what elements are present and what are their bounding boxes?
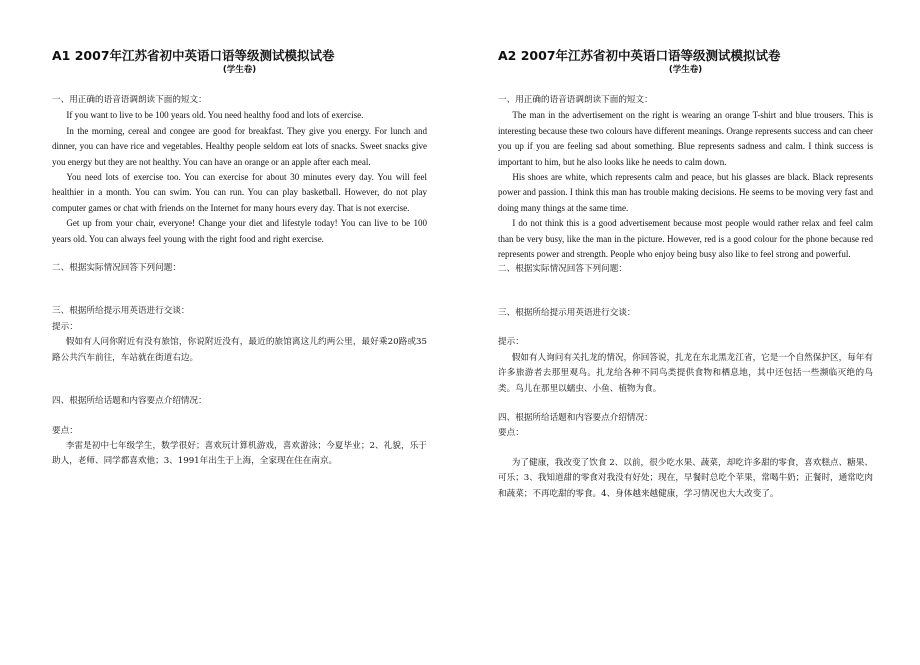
section-4-heading: 四、根据所给话题和内容要点介绍情况： [498,412,653,423]
paper-a2 [498,48,873,502]
section-3-hint-label: 提示： [52,321,78,332]
section-1-heading: 一、用正确的语音语调朗读下面的短文： [498,95,653,105]
section-3-hint: 假如有人问你附近有没有旅馆，你说附近没有，最近的旅馆离这儿约两公里，最好乘20路或35路公共汽车前往，车站就在街道右边。 [52,337,427,363]
reading-paragraph: The man in the advertisement on the right is wearing an orange T-shirt and blue trousers. This is interesting because these two colours have different meanings. Orange represents success and can cheer you up if you are feeling sad about something. Blue represents sadness and calm. I think success is important to him, but he also looks like he needs to calm down. [498,110,873,167]
section-3-hint-label: 提示： [498,337,524,348]
section-4-points-label: 要点： [52,425,78,436]
section-4-points: 李雷是初中七年级学生，数学很好；喜欢玩计算机游戏，喜欢游泳；今夏毕业；2、礼貌，乐于助人，老师、同学都喜欢他；3、1991年出生于上海，全家现在住在南京。 [52,440,427,467]
reading-paragraph: In the morning, cereal and congee are good for breakfast. They give you energy. For lunch and dinner, you can have rice and vegetables. Healthy people seldom eat lots of snacks. Sweet snacks give you energy but they are not healthy. You can have an orange or an apple after each meal. [52,125,427,167]
reading-paragraph: If you want to live to be 100 years old. You need healthy food and lots of exercise. [66,110,364,121]
page-subtitle: (学生卷) [222,65,257,75]
section-3-heading: 三、根据所给提示用英语进行交谈： [498,307,636,318]
section-4-points: 为了健康，我改变了饮食 2、以前，很少吃水果、蔬菜，却吃许多甜的零食，喜欢糕点、糖果、可乐；3、我知道甜的零食对我没有好处；现在，早餐时总吃个苹果，常喝牛奶；正餐时，通常吃肉和蔬菜；不再吃甜的零食。4、身体越来越健康，学习情况也大大改变了。 [498,457,874,499]
reading-paragraph: I do not think this is a good advertisement because most people would rather relax and feel calm than be very busy, like the man in the picture. However, red is a good colour for the phone because red represents power and strength. People who enjoy being busy also like to feel strong and powerful. [498,218,873,260]
paper-a1 [52,48,427,470]
section-2-heading: 二、根据实际情况回答下列问题： [52,263,181,274]
section-1-heading: 一、用正确的语音语调朗读下面的短文： [52,95,207,105]
section-3-hint: 假如有人询问有关扎龙的情况，你回答说，扎龙在东北黑龙江省，它是一个自然保护区，每年有许多旅游者去那里观鸟。扎龙给各种不同鸟类提供食物和栖息地，其中还包括一些濒临灭绝的鸟类。鸟儿在那里以蠕虫、小鱼、植物为食。 [498,352,873,394]
section-4-heading: 四、根据所给话题和内容要点介绍情况： [52,396,207,407]
section-4-points-label: 要点： [498,428,524,439]
page-subtitle: (学生卷) [668,65,703,75]
section-3-heading: 三、根据所给提示用英语进行交谈： [52,306,190,317]
page-title: A1 2007年江苏省初中英语口语等级测试模拟试卷 [52,48,335,63]
reading-paragraph: His shoes are white, which represents calm and peace, but his glasses are black. Black represents power and passion. I think this man has trouble making decisions. He seems to be moving very fast and doing many things at the same time. [498,172,873,213]
reading-paragraph: You need lots of exercise too. You can exercise for about 30 minutes every day. You will feel healthier in a month. You can swim. You can run. You can play basketball. However, do not play computer games or chat with friends on the Internet for many hours every day. That is not exercise. [52,172,427,213]
section-2-heading: 二、根据实际情况回答下列问题： [498,264,627,275]
page-title: A2 2007年江苏省初中英语口语等级测试模拟试卷 [498,48,781,63]
reading-paragraph: Get up from your chair, everyone! Change your diet and lifestyle today! You can live to be 100 years old. You can always feel young with the right food and right exercise. [52,218,427,244]
